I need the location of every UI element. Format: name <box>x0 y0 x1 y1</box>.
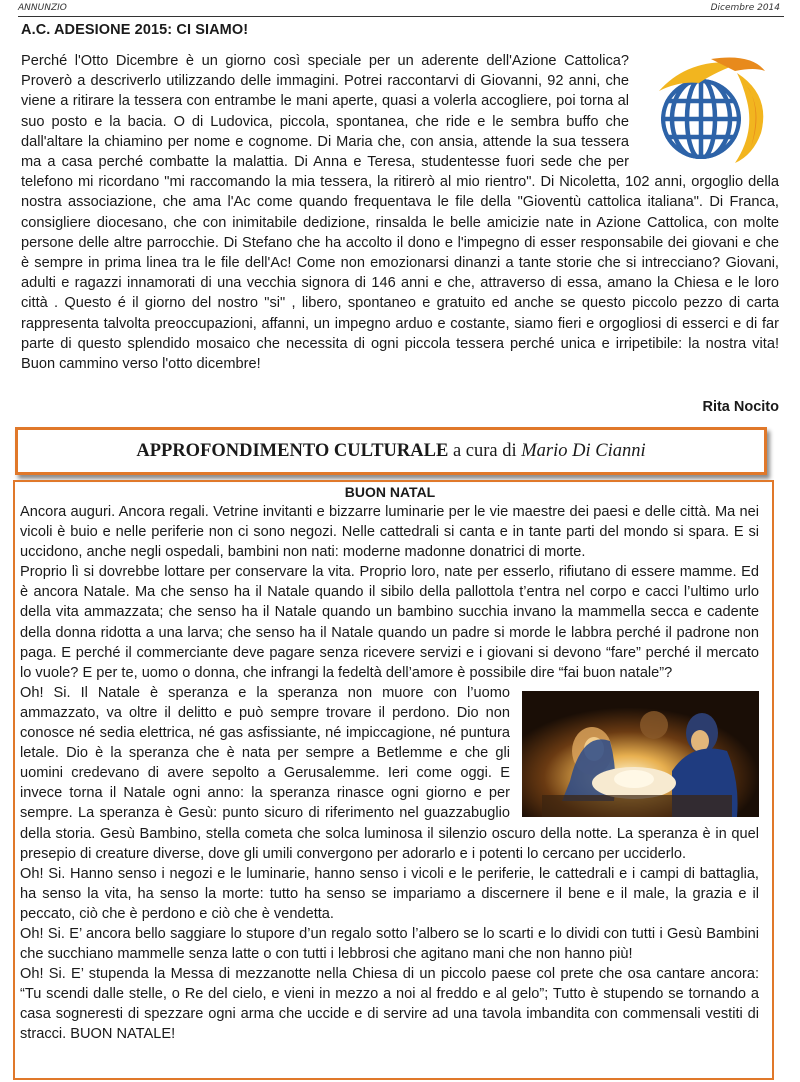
section-title-curator: Mario Di Cianni <box>521 441 646 461</box>
section-title-connector: a cura di <box>448 441 522 461</box>
article2-paragraph: Proprio lì si dovrebbe lottare per conservare la vita. Proprio loro, nate per esserlo, rifiutano di essere mamme. Ed è ancora Natale. Ma che senso ha il Natale quando il sibilo della pallottola t’entra nel corpo e cacci l’ultimo urlo della vita ammazzata; che senso ha il Natale quando un bambino succhia invano la mammella secca e cadente della donna ridotta a una larva; che senso ha il Natale quando un padre si morde le labbra perché il padrone non paga. E perché il commerciante deve pagare senza ricevere servizi e i giovani si devono “fare” perché il mercato lo vuole? E per te, uomo o donna, che infrangi la fedeltà dell’amore è possibile dire “fai buon natale”? <box>20 564 759 681</box>
article-author: Rita Nocito <box>702 399 779 415</box>
header-magazine-name: ANNUNZIO <box>18 3 67 13</box>
section-title <box>18 430 764 472</box>
page-header <box>18 2 784 17</box>
article2-paragraph: Oh! Si. Hanno senso i negozi e le luminarie, hanno senso i vicoli e le periferie, le cattedrali e i campi di battaglia, ha senso la vita, ha senso la morte: tutto ha senso se impariamo a discernere il bene e il male, la grazia e il peccato, ciò che è perdono e ciò che è vendetta. <box>20 865 759 922</box>
article2-paragraph: Oh! Si. E’ stupenda la Messa di mezzanotte nella Chiesa di un piccolo paese col prete che osa cantare ancora: “Tu scendi dalle stelle, o Re del cielo, e vieni in mezzo a noi al freddo e al gelo”; Tutto è stupendo se tornando a casa sogneresti di spezzare ogni arma che uccide e di servire ad una tavola imbandita con commensali vestiti di stracci. BUON NATALE! <box>20 966 759 1043</box>
section-banner <box>15 427 767 475</box>
article2-paragraph: Ancora auguri. Ancora regali. Vetrine invitanti e bizzarre luminarie per le vie maestre dei paesi e delle città. Ma nei vicoli è buio e nelle periferie non ci sono negozi. Nelle cattedrali si canta e in tante parti del mondo si spara. E si uccidono, anche negli ospedali, bambini non nati: moderne madonne donatrici di morte. <box>20 504 759 561</box>
article2-paragraph: Oh! Si. E’ ancora bello saggiare lo stupore d’un regalo sotto l’albero se lo scarti e lo dividi con tutti i Gesù Bambini che succhiano mammelle senza latte o con tutti i lebbrosi che agitano mani che non hanno più! <box>20 925 759 963</box>
article2-title: BUON NATAL <box>344 484 436 500</box>
azione-cattolica-logo <box>639 51 779 169</box>
section-title-main: APPROFONDIMENTO CULTURALE <box>136 441 449 461</box>
article2-paragraph: Oh! Si. Il Natale è speranza e la speranza non muore con l’uomo ammazzato, va oltre il delitto e può sempre trovare il perdono. Dio non conosce né sedia elettrica, né gas asfissiante, né impiccagione, né puntura letale. Dio è la speranza che è nata per sempre a Betlemme e che gli uomini credevano di avere sepolto a Gerusalemme. Ieri come oggi. E invece torna il Natale ogni anno: la speranza rinasce ogni giorno e per sempre. La speranza è Gesù: punto sicuro di riferimento nel guazzabuglio della storia. Gesù Bambino, stella cometa che solca luminosa il silenzio oscuro della notte. La speranza è in quel presepio di creature diverse, dove gli umili convergono per adorarlo e i potenti lo cercano per ucciderlo. <box>20 684 759 862</box>
header-date: Dicembre 2014 <box>710 3 780 13</box>
article-text: Perché l'Otto Dicembre è un giorno così speciale per un aderente dell'Azione Cattolica? Proverò a descriverlo utilizzando delle immagini. Potrei raccontarvi di Giovanni, 92 anni, che viene a ritirare la tessera con entrambe le mani aperte, quasi a volerla accogliere, poi torna al suo posto e la bacia. O di Ludovica, piccola, spontanea, che ride e le sembra buffo che dall'altare la chiamino per nome e cognome. Di Maria che, con ansia, attende la sua tessera ma a casa perché combatte la malattia. Di Anna e Teresa, studentesse fuori sede che per telefono mi ricordano "mi raccomando la mia tessera, la ritirerò al mio rientro". Di Nicoletta, 102 anni, orgoglio della nostra associazione, che ama l'Ac come quando frequentava le file della "Gioventù cattolica italiana". Di Franca, consigliere diocesano, che con inimitabile dedizione, rinsalda le belle amicizie nate in Azione Cattolica, con molte persone delle altre parrocchie. Di Stefano che ha accolto il dono e l'impegno di esser responsabile dei giovani e che è sempre in prima linea tra le file dell'Ac! Come non emozionarsi dinanzi a tante storie che si intrecciano? Giovani, adulti e ragazzi innamorati di una vecchia signora di 146 anni e che, attraverso di essa, amano la Chiesa e le loro città . Questo é il giorno del nostro "si" , libero, spontaneo e gratuito ed anche se questo piccolo pezzo di carta rappresenta talvolta preoccupazioni, affanni, un impegno arduo e costante, siamo fieri e orgogliosi di esserci e di far parte di questo splendido mosaico che necessita di ogni piccola tessera perché unica e irripetibile: la nostra vita! Buon cammino verso l'otto dicembre! <box>21 53 779 373</box>
article-title: A.C. ADESIONE 2015: CI SIAMO! <box>21 22 249 38</box>
article2-body <box>20 502 759 1045</box>
nativity-painting <box>522 691 759 817</box>
article-body <box>21 51 779 374</box>
